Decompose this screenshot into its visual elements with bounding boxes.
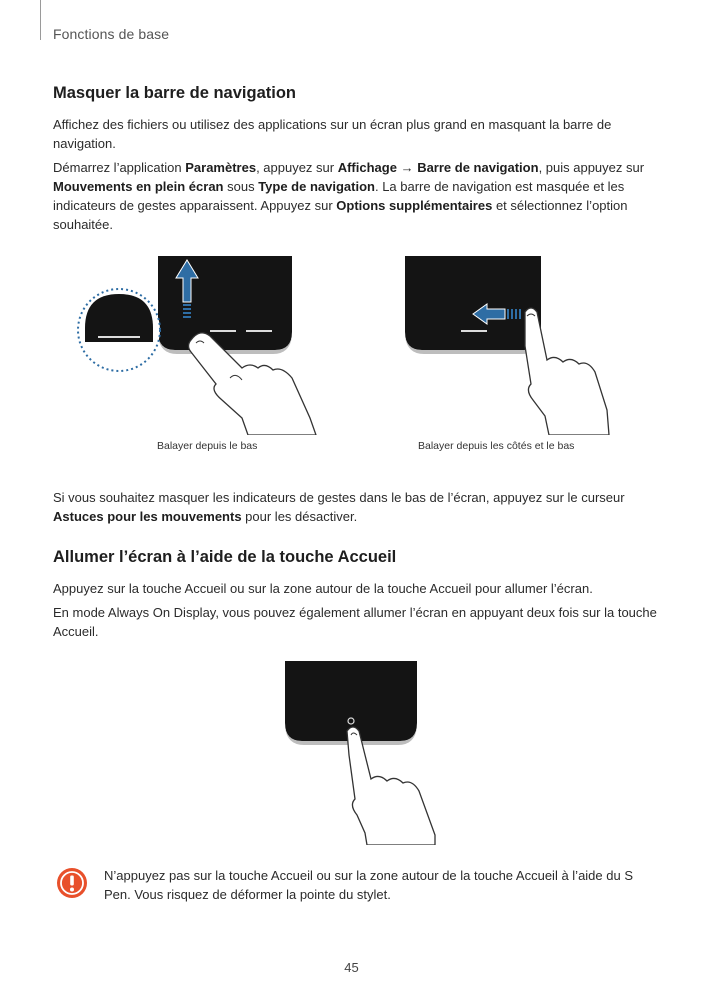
intro-paragraph: Affichez des fichiers ou utilisez des applications sur un écran plus grand en masquant la barre de navigation. (53, 117, 612, 151)
swipe-from-bottom-illustration (70, 250, 360, 435)
swipe-from-sides-illustration (395, 250, 625, 435)
heading-hide-navbar: Masquer la barre de navigation (53, 84, 296, 102)
caption-swipe-sides: Balayer depuis les côtés et le bas (418, 440, 575, 452)
tips-paragraph: Si vous souhaitez masquer les indicateurs de gestes dans le bas de l’écran, appuyez sur le curseur Astuces pour les mouvements pour les désactiver. (53, 490, 625, 524)
home-key-illustration (275, 655, 445, 845)
section-header: Fonctions de base (53, 26, 170, 42)
heading-wake-screen: Allumer l’écran à l’aide de la touche Accueil (53, 548, 397, 566)
caution-icon (56, 867, 88, 899)
always-on-paragraph: En mode Always On Display, vous pouvez également allumer l’écran en appuyant deux fois sur la touche Accueil. (53, 605, 657, 639)
home-key-paragraph: Appuyez sur la touche Accueil ou sur la zone autour de la touche Accueil pour allumer l’écran. (53, 581, 593, 596)
steps-paragraph: Démarrez l’application Paramètres, appuyez sur Affichage → Barre de navigation, puis appuyez sur Mouvements en plein écran sous Type de navigation. La barre de navigation est masquée et les indicateurs de gestes apparaissent. Appuyez sur Options supplémentaires et sélectionnez l’option souhaitée. (53, 160, 645, 232)
page-number: 45 (344, 960, 359, 975)
caution-text: N’appuyez pas sur la touche Accueil ou sur la zone autour de la touche Accueil à l’aide du S Pen. Vous risquez de déformer la pointe du stylet. (104, 868, 634, 902)
caption-swipe-bottom: Balayer depuis le bas (157, 440, 258, 452)
header-rule (40, 0, 41, 40)
